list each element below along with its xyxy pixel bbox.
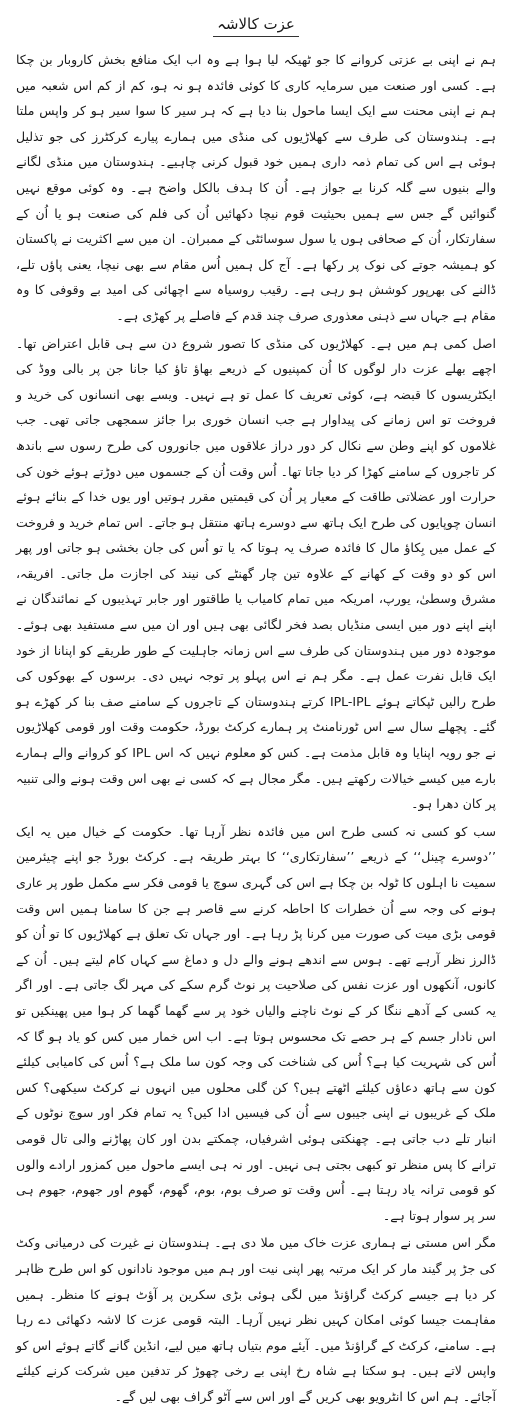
article-paragraph: ہم نے اپنی بے عزتی کروانے کا جو ٹھیکہ لیا ہوا ہے وہ اب ایک منافع بخش کاروبار بن چکا ہے۔ کسی اور صنعت میں سرمایہ کاری کا کوئی فائدہ ہو نہ ہو، کم از کم اس شعبہ میں ہم نے اپنی محنت سے ایک ایسا ماحول بنا دیا ہے کہ ہر سیر کا سوا سیر ہو کر واپس ملتا ہے۔ ہندوستان کی طرف سے کھلاڑیوں کی منڈی میں ہمارے پیارے کرکٹرز کی جو تذلیل ہوئی ہے اس کی تمام ذمہ داری ہمیں خود قبول کرنی چاہیے۔ ہندوستان میں منڈی لگانے والے بنیوں سے گلہ کرنا بے جواز ہے۔ اُن کا ہدف بالکل واضح ہے۔ وہ کوئی موقع نہیں گنوائیں گے جس سے ہمیں بحیثیت قوم نیچا دکھائیں اُن کی فلم کی صنعت ہو یا اُن کے سفارتکار، اُن کے صحافی ہوں یا سول سوسائٹی کے ممبران۔ ان میں سے اکثریت نے پاکستان کو ہمیشہ جوتے کی نوک پر رکھا ہے۔ آج کل ہمیں اُس مقام سے بھی نیچا، یعنی پاؤں تلے، ڈالنے کی بھرپور کوشش ہو رہی ہے۔ رقیب روسیاہ سے اچھائی کی امید بے وقوفی کا وہ مقام ہے جہاں سے ذہنی معذوری صرف چند قدم کے فاصلے پر کھڑی ہے۔ xyxy=(16,52,496,323)
article-paragraph: اصل کمی ہم میں ہے۔ کھلاڑیوں کی منڈی کا تصور شروع دن سے ہی قابل اعتراض تھا۔ اچھے بھلے عزت دار لوگوں کا اُن کمپنیوں کے ذریعے بھاؤ تاؤ کیا جانا جن پر بالی ووڈ کی ایکٹریسوں کا قبضہ ہے، کوئی تعریف کا عمل تو ہے نہیں۔ ویسے بھی انسانوں کی خرید و فروخت تو اس زمانے کی پیداوار ہے جب انسان خوری برا جائز سمجھی جاتی تھی۔ جب غلاموں کو اپنے وطن سے نکال کر دور دراز علاقوں میں جانوروں کی طرح رسوں سے باندھ کر تاجروں کے سامنے کھڑا کر دیا جاتا تھا۔ اُس وقت اُن کے جسموں میں دوڑتے ہوئے خون کی حرارت اور عضلاتی طاقت کے معیار پر اُن کی قیمتیں مقرر ہوتیں اور یوں خدا کے بنائے ہوئے انسان چوپایوں کی طرح ایک ہاتھ سے دوسرے ہاتھ منتقل ہو جاتے۔ اس تمام خرید و فروخت کے عمل میں بِکاؤ مال کا فائدہ صرف یہ ہوتا کہ یا تو اُس کی جان بخشی ہو جاتی اور پھر اس کو دو وقت کے کھانے کے علاوہ تین چار گھنٹے کی نیند کی اجازت مل جاتی۔ افریقہ، مشرق وسطیٰ، یورپ، امریکہ میں تمام کامیاب یا طاقتور اور جابر تہذیبوں کے نمائندگان نے اپنے اپنے دور میں ایسی منڈیاں بصد فخر لگائی بھی ہیں اور ان میں سے مستفید بھی ہوئے۔ موجودہ دور میں ہندوستان کی طرف سے اس زمانہ جاہلیت کے طور طریقے کو اپنانا از خود ایک قابل نفرت عمل ہے۔ مگر ہم نے اس پہلو پر توجہ نہیں دی۔ برسوں کے بھوکوں کی طرح رالیں ٹپکاتے ہوئے IPL-IPL کرتے ہندوستان کے تاجروں کے سامنے صف بنا کر کھڑے ہو گئے۔ پچھلے سال سے اس ٹورنامنٹ پر ہمارے کرکٹ بورڈ، حکومت وقت اور قومی کھلاڑیوں نے جو رویہ اپنایا وہ قابل مذمت ہے۔ کس کو معلوم نہیں کہ اس IPL کو کروانے والے ہمارے بارے میں کیسے خیالات رکھتے ہیں۔ مگر مجال ہے کہ کسی نے بھی اس وقت ہونے والی تنبیہ پر کان دھرا ہو۔ xyxy=(16,335,496,812)
article-body xyxy=(16,47,496,1409)
article-paragraph: سب کو کسی نہ کسی طرح اس میں فائدہ نظر آرہا تھا۔ حکومت کے خیال میں یہ ایک ’’دوسرے چینل‘‘ کے ذریعے ’’سفارتکاری‘‘ کا بہتر طریقہ ہے۔ کرکٹ بورڈ جو اپنے چیئرمین سمیت نا اہلوں کا ٹولہ بن چکا ہے اس کی گہری سوچ یا قومی فکر سے مکمل طور پر عاری ہونے کی وجہ سے اُن خطرات کا احاطہ کرنے سے قاصر ہے جن کا سامنا ہمیں اس وقت قومی بڑی میت کی صورت میں کرنا پڑ رہا ہے۔ اور جہاں تک تعلق ہے کھلاڑیوں کا تو اُن کو ڈالرز نظر آرہے تھے۔ ہوس سے اندھے ہونے والے دل و دماغ سے کہاں کام لیتے ہیں۔ اُن کے کانوں، آنکھوں اور عزت نفس کی صلاحیت پر نوٹ گرم سکے کی مہر لگ جاتی ہے۔ اور اگر یہ کسی کے آدھے ننگا کر کے نوٹ ناچنے والیاں خود پر سے گھما گھما کر ہوا میں پھینکیں تو اس نادار جسم کے ہر حصے تک محسوس ہوتا ہے۔ اب اس خمار میں کس کو یاد ہو گا کہ اُس کی شہریت کیا ہے؟ اُس کی شناخت کی وجہ کون سا ملک ہے؟ اُس کی کامیابی کیلئے کون سے ہاتھ دعاؤں کیلئے اٹھتے ہیں؟ کن گلی محلوں میں انہوں نے کرکٹ سیکھی؟ کس ملک کے غریبوں نے اپنی جیبوں سے اُن کی فیسیں ادا کیں؟ یہ تمام فکر اور سوچ نوٹوں کے انبار تلے دب جاتی ہے۔ چھنکتی ہوئی اشرفیاں، چمکتے بدن اور کان پھاڑنے والی تال قومی ترانے کا پس منظر تو کبھی بجتی ہی نہیں۔ اور نہ ہی ایسے ماحول میں کمزور ارادے والوں کو قومی ترانہ یاد رہتا ہے۔ اُس وقت تو صرف بوم، بوم، گھوم، گھوم اور جھوم، جھوم ہی سر پر سوار ہوتا ہے۔ xyxy=(16,823,496,1223)
title-wrap xyxy=(16,14,496,37)
article-paragraph: مگر اس مستی نے ہماری عزت خاک میں ملا دی ہے۔ ہندوستان نے غیرت کی درمیانی وکٹ کی جڑ پر گیند مار کر ایک مرتبہ پھر اپنی نیت اور ہم میں موجود نادانوں کو اس طرح ظاہر کر دیا ہے جیسے کرکٹ گراؤنڈ میں لگی ہوئی بڑی سکرین پر آؤٹ ہونے کا منظر۔ ہمیں مفاہمت جیسا کوئی امکان کہیں نظر نہیں آرہا۔ البتہ قومی عزت کا لاشہ دکھائی دے رہا ہے۔ سامنے، کرکٹ کے گراؤنڈ میں۔ آیئے موم بتیاں ہاتھ میں لیے، انڈین گانے گاتے ہوئے اس کو واپس لاتے ہیں۔ ہو سکتا ہے شاہ رخ اپنی بے رخی چھوڑ کر تدفین میں شرکت کرنے کیلئے آجائے۔ ہم اس کا انٹرویو بھی کریں گے اور اس سے آٹو گراف بھی لیں گے۔ xyxy=(16,1235,496,1404)
article-title: عزت کالاشہ xyxy=(213,14,299,37)
